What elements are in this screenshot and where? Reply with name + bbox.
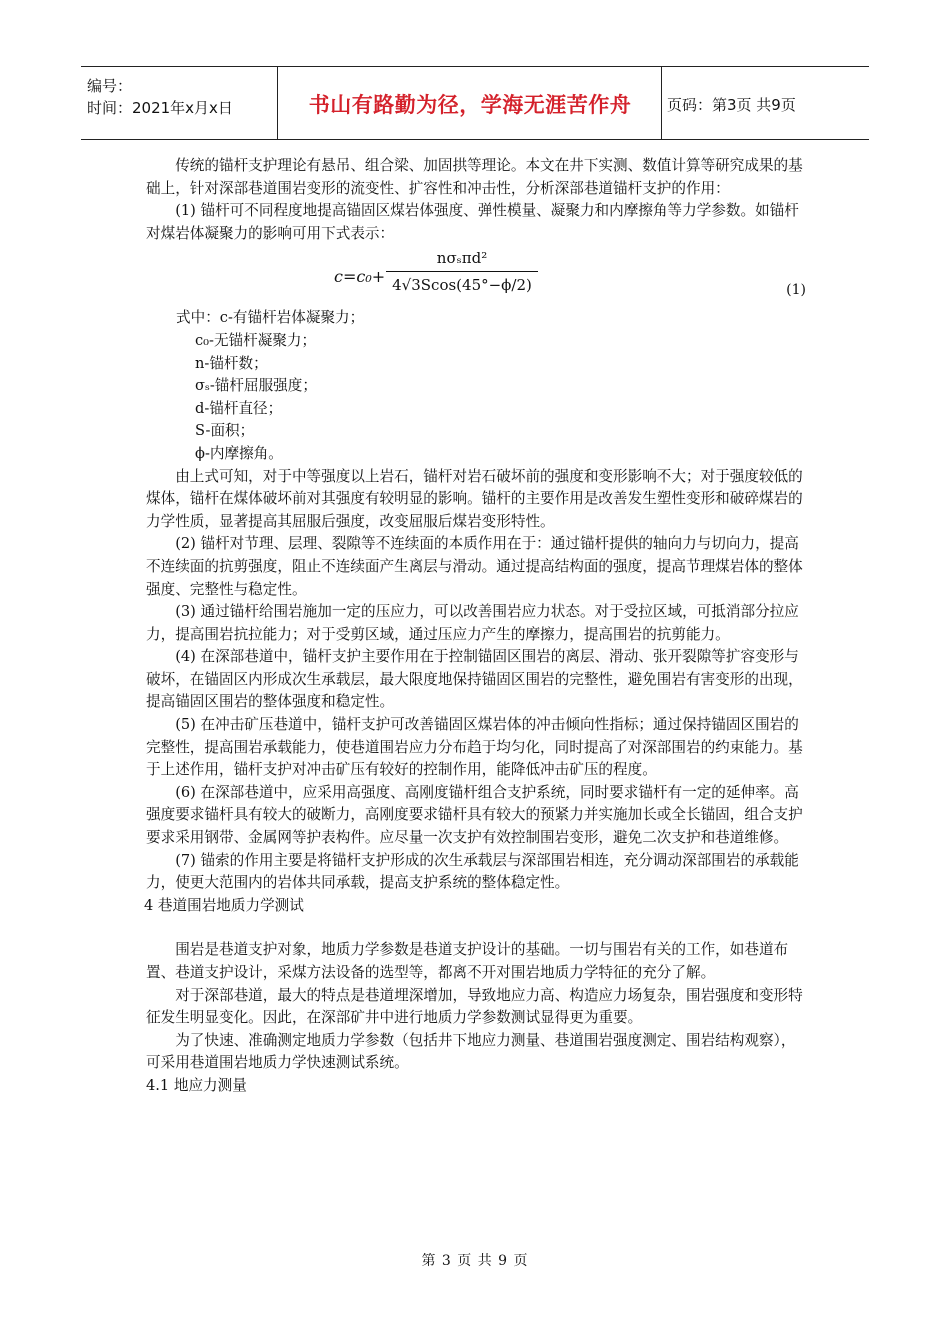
header-motto: 书山有路勤为径，学海无涯苦作舟 (308, 93, 632, 117)
formula-lhs: c=c₀+ (334, 267, 386, 287)
list-item-1: (1) 锚杆可不同程度地提高锚固区煤岩体强度、弹性模量、凝聚力和内摩擦角等力学参数。如锚杆对煤岩体凝聚力的影响可用下式表示： (146, 202, 799, 242)
list-item-5: (5) 在冲击矿压巷道中，锚杆支护可改善锚固区煤岩体的冲击倾向性指标；通过保持锚固区围岩的完整性，提高围岩承载能力，使巷道围岩应力分布趋于均匀化，同时提高了对深部围岩的约束能力。基于上述作用，锚杆支护对冲击矿压有较好的控制作用，能降低冲击矿压的程度。 (146, 716, 803, 779)
subsection-4-1-heading: 4.1 地应力测量 (146, 1076, 247, 1094)
formula-denominator: 4√3Scos(45°−ϕ/2) (392, 275, 532, 294)
header-divider (661, 67, 662, 139)
formula-definitions (146, 307, 806, 465)
section-4-paragraph: 为了快速、准确测定地质力学参数（包括井下地应力测量、巷道围岩强度测定、围岩结构观察），可采用巷道围岩地质力学快速测试系统。 (146, 1031, 796, 1072)
list-item-4: (4) 在深部巷道中，锚杆支护主要作用在于控制锚固区围岩的离层、滑动、张开裂隙等扩容变形与破坏，在锚固区内形成次生承载层，最大限度地保持锚固区围岩的完整性，避免围岩有害变形的出现，提高锚固区围岩的整体强度和稳定性。 (146, 648, 803, 711)
doc-code-label: 编号： (87, 77, 133, 95)
definition-line: d-锚杆直径； (195, 399, 283, 417)
formula-numerator: nσₛπd² (386, 247, 538, 272)
section-4-heading: 4 巷道围岩地质力学测试 (144, 896, 304, 914)
formula-1 (146, 247, 806, 307)
definition-line: ϕ-内摩擦角。 (195, 444, 283, 462)
page-footer: 第 3 页 共 9 页 (421, 1253, 529, 1269)
list-item-2: (2) 锚杆对节理、层理、裂隙等不连续面的本质作用在于：通过锚杆提供的轴向力与切向力，提高不连续面的抗剪强度，阻止不连续面产生离层与滑动。通过提高结构面的强度，提高节理煤岩体的整体强度、完整性与稳定性。 (146, 535, 803, 598)
definition-line: σₛ-锚杆屈服强度； (195, 377, 317, 395)
list-item-6: (6) 在深部巷道中，应采用高强度、高刚度锚杆组合支护系统，同时要求锚杆有一定的延伸率。高强度要求锚杆具有较大的破断力，高刚度要求锚杆具有较大的预紧力并实施加长或全长锚固，组合支护要求采用钢带、金属网等护表构件。应尽量一次支护有效控制围岩变形，避免二次支护和巷道维修。 (146, 783, 803, 847)
list-item-3: (3) 通过锚杆给围岩施加一定的压应力，可以改善围岩应力状态。对于受拉区域，可抵消部分拉应力，提高围岩抗拉能力；对于受剪区域，通过压应力产生的摩擦力，提高围岩的抗剪能力。 (146, 603, 799, 643)
section-4-paragraph: 对于深部巷道，最大的特点是巷道埋深增加，导致地应力高、构造应力场复杂，围岩强度和变形特征发生明显变化。因此，在深部矿井中进行地质力学参数测试显得更为重要。 (146, 986, 803, 1027)
definition-line: 式中：c-有锚杆岩体凝聚力； (176, 309, 365, 327)
header-page-number: 页码：第3页 共9页 (667, 96, 796, 114)
header-divider (277, 67, 278, 139)
document-body (146, 155, 806, 1098)
definition-line: n-锚杆数； (195, 354, 268, 372)
formula-explanation: 由上式可知，对于中等强度以上岩石，锚杆对岩石破坏前的强度和变形影响不大；对于强度较低的煤体，锚杆在煤体破坏前对其强度有较明显的影响。锚杆的主要作用是改善发生塑性变形和破碎煤岩的力学性质，显著提高其屈服后强度，改变屈服后煤岩变形特性。 (146, 467, 803, 530)
definition-line: c₀-无锚杆凝聚力； (195, 331, 317, 349)
page-header (81, 66, 869, 140)
section-4-paragraph: 围岩是巷道支护对象，地质力学参数是巷道支护设计的基础。一切与围岩有关的工作，如巷道布置、巷道支护设计，采煤方法设备的选型等，都离不开对围岩地质力学特征的充分了解。 (146, 941, 789, 981)
formula-fraction (386, 247, 538, 296)
formula-number: (1) (786, 282, 806, 299)
header-meta (87, 75, 233, 119)
definition-line: S-面积； (195, 422, 255, 440)
doc-date-label: 时间：2021年x月x日 (87, 99, 233, 117)
intro-paragraph: 传统的锚杆支护理论有悬吊、组合梁、加固拱等理论。本文在井下实测、数值计算等研究成果的基础上，针对深部巷道围岩变形的流变性、扩容性和冲击性，分析深部巷道锚杆支护的作用： (146, 157, 803, 197)
list-item-7: (7) 锚索的作用主要是将锚杆支护形成的次生承载层与深部围岩相连，充分调动深部围岩的承载能力，使更大范围内的岩体共同承载，提高支护系统的整体稳定性。 (146, 851, 799, 892)
